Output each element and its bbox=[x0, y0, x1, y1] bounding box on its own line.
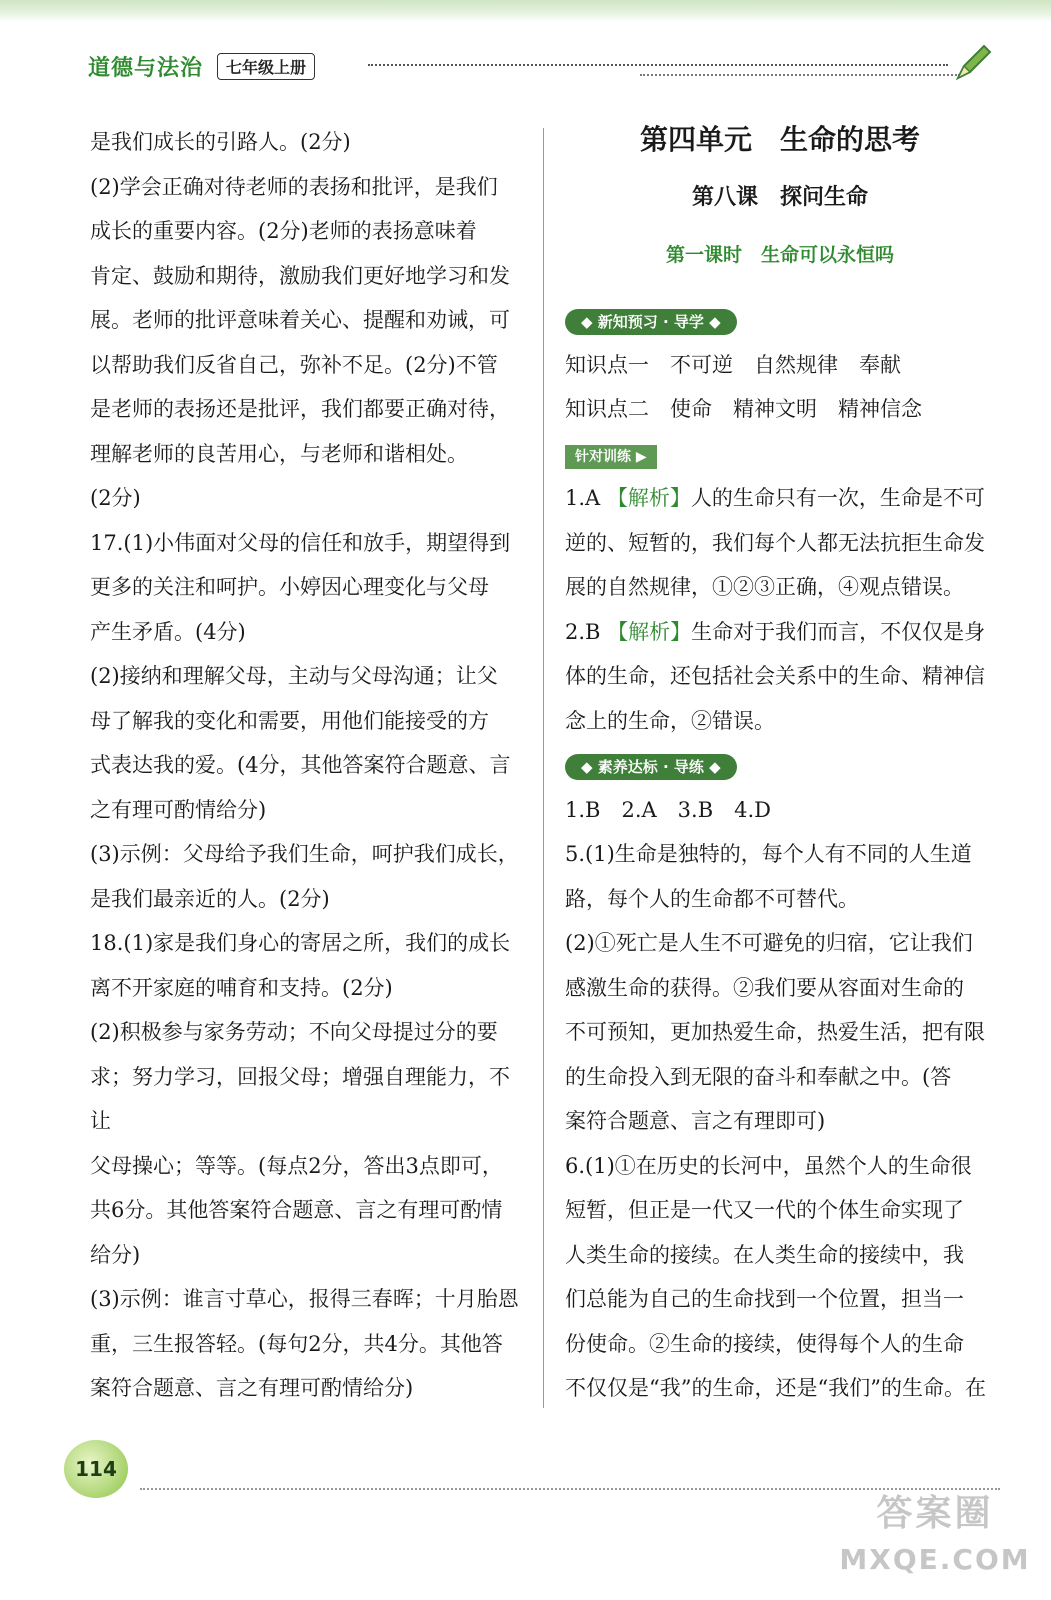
text-line: 念上的生命，②错误。 bbox=[565, 708, 775, 733]
answer-2 bbox=[565, 610, 995, 655]
period-title: 第一课时 生命可以永恒吗 bbox=[665, 244, 894, 266]
text-line: 是老师的表扬还是批评，我们都要正确对待， bbox=[90, 397, 510, 421]
text-line: (3)示例：父母给予我们生命，呵护我们成长， bbox=[90, 842, 519, 866]
pen-icon bbox=[950, 40, 994, 84]
text-line: 是我们成长的引路人。(2分) bbox=[90, 130, 351, 154]
text-line: 短暂，但正是一代又一代的个体生命实现了 bbox=[565, 1198, 964, 1222]
section-badge-practice: ◆ 素养达标 · 导练 ◆ bbox=[565, 754, 737, 780]
text-line: 母了解我的变化和需要，用他们能接受的方 bbox=[90, 708, 489, 733]
unit-title: 第四单元 生命的思考 bbox=[639, 123, 920, 156]
text-line: 离不开家庭的哺育和支持。(2分) bbox=[90, 975, 393, 1000]
column-divider bbox=[543, 128, 544, 1408]
text-line: 父母操心；等等。(每点2分，答出3点即可， bbox=[90, 1153, 503, 1178]
right-column bbox=[565, 120, 995, 1411]
text-line: 17.(1)小伟面对父母的信任和放手，期望得到 bbox=[90, 530, 511, 555]
text-line: 以帮助我们反省自己，弥补不足。(2分)不管 bbox=[90, 352, 498, 377]
analysis-tag: 【解析】 bbox=[606, 486, 691, 510]
text-line: 逆的、短暂的，我们每个人都无法抗拒生命发 bbox=[565, 530, 985, 555]
text-line: (2)学会正确对待老师的表扬和批评，是我们 bbox=[90, 174, 498, 199]
answer-1-text: 人的生命只有一次，生命是不可 bbox=[690, 486, 985, 510]
text-line: 不可预知，更加热爱生命，热爱生活，把有限 bbox=[565, 1020, 985, 1044]
text-line: 感激生命的获得。②我们要从容面对生命的 bbox=[565, 975, 964, 1000]
text-line: 给分) bbox=[90, 1242, 141, 1267]
text-line: (3)示例：谁言寸草心，报得三春晖；十月胎恩 bbox=[90, 1287, 519, 1311]
answer-2-text: 生命对于我们而言，不仅仅是身 bbox=[691, 619, 986, 644]
section-badge-preview: ◆ 新知预习 · 导学 ◆ bbox=[565, 309, 737, 335]
top-decorative-band bbox=[0, 0, 1051, 22]
text-line: 体的生命，还包括社会关系中的生命、精神信 bbox=[565, 664, 985, 688]
text-line: 5.(1)生命是独特的，每个人有不同的人生道 bbox=[565, 842, 972, 866]
text-line: 不仅仅是“我”的生命，还是“我们”的生命。在 bbox=[565, 1376, 986, 1400]
text-line: 展。老师的批评意味着关心、提醒和劝诫，可 bbox=[90, 308, 510, 332]
text-line: 案符合题意、言之有理即可) bbox=[565, 1109, 826, 1133]
header-dotted-rule-2 bbox=[640, 74, 960, 76]
watermark bbox=[830, 1488, 1040, 1592]
text-line: 产生矛盾。(4分) bbox=[90, 619, 246, 644]
text-line: 式表达我的爱。(4分，其他答案符合题意、言 bbox=[90, 753, 511, 777]
header-dotted-rule bbox=[368, 64, 948, 66]
text-line: 的生命投入到无限的奋斗和奉献之中。(答 bbox=[565, 1064, 952, 1089]
watermark-line-1: 答案圈 bbox=[876, 1493, 994, 1534]
watermark-line-2: MXQE.COM bbox=[839, 1543, 1031, 1576]
page-header bbox=[88, 48, 315, 84]
text-line: (2)接纳和理解父母，主动与父母沟通；让父 bbox=[90, 664, 498, 688]
lesson-title: 第八课 探问生命 bbox=[691, 185, 868, 210]
text-line: (2分) bbox=[90, 486, 141, 510]
text-line: 更多的关注和呵护。小婷因心理变化与父母 bbox=[90, 575, 489, 599]
text-line: 重，三生报答轻。(每句2分，共4分。其他答 bbox=[90, 1331, 503, 1356]
answer-1-head: 1.A bbox=[565, 486, 601, 510]
text-line: 之有理可酌情给分) bbox=[90, 797, 267, 822]
text-line: 份使命。②生命的接续，使得每个人的生命 bbox=[565, 1331, 964, 1356]
knowledge-point-1: 知识点一 不可逆 自然规律 奉献 bbox=[565, 352, 901, 377]
knowledge-point-2: 知识点二 使命 精神文明 精神信念 bbox=[565, 397, 922, 421]
section-badge-training: 针对训练 ▶ bbox=[565, 445, 657, 469]
text-line: 路，每个人的生命都不可替代。 bbox=[565, 886, 859, 911]
text-line: 人类生命的接续。在人类生命的接续中，我 bbox=[565, 1242, 964, 1267]
grade-label: 七年级上册 bbox=[217, 53, 315, 80]
text-line: 理解老师的良苦用心，与老师和谐相处。 bbox=[90, 441, 468, 466]
analysis-tag: 【解析】 bbox=[607, 619, 692, 644]
text-line: 求；努力学习，回报父母；增强自理能力，不让 bbox=[90, 1064, 510, 1133]
text-line: 18.(1)家是我们身心的寄居之所，我们的成长 bbox=[90, 931, 511, 955]
answer-2-head: 2.B bbox=[565, 619, 601, 644]
page-number: 114 bbox=[64, 1440, 128, 1498]
text-line: 展的自然规律，①②③正确，④观点错误。 bbox=[565, 575, 964, 599]
text-line: 肯定、鼓励和期待，激励我们更好地学习和发 bbox=[90, 263, 510, 288]
text-line: 6.(1)①在历史的长河中，虽然个人的生命很 bbox=[565, 1153, 972, 1178]
answer-1 bbox=[565, 476, 995, 521]
subject-title: 道德与法治 bbox=[88, 55, 204, 81]
choice-answers: 1.B 2.A 3.B 4.D bbox=[565, 797, 772, 822]
left-column bbox=[90, 120, 522, 1411]
text-line: 案符合题意、言之有理可酌情给分) bbox=[90, 1376, 414, 1400]
text-line: 们总能为自己的生命找到一个位置，担当一 bbox=[565, 1287, 964, 1311]
text-line: (2)积极参与家务劳动；不向父母提过分的要 bbox=[90, 1020, 498, 1044]
text-line: (2)①死亡是人生不可避免的归宿，它让我们 bbox=[565, 931, 973, 955]
text-line: 是我们最亲近的人。(2分) bbox=[90, 886, 330, 911]
text-line: 共6分。其他答案符合题意、言之有理可酌情 bbox=[90, 1198, 503, 1222]
text-line: 成长的重要内容。(2分)老师的表扬意味着 bbox=[90, 219, 477, 243]
